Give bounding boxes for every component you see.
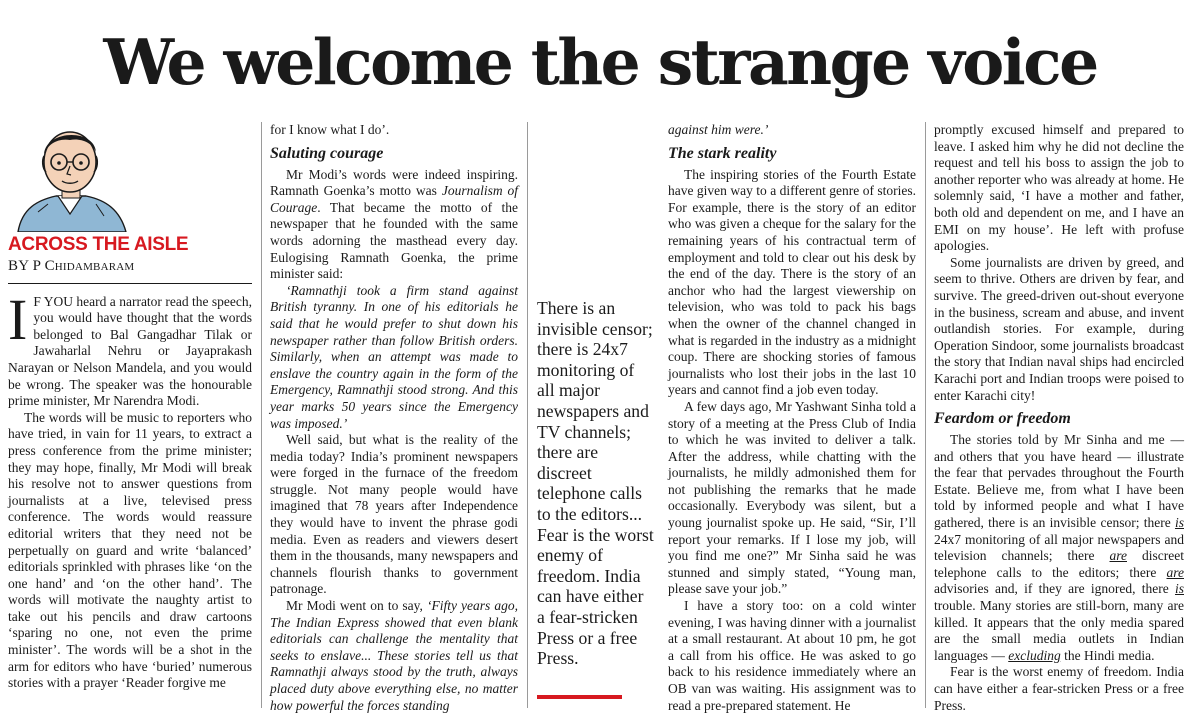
drop-cap: I bbox=[8, 286, 28, 352]
column-divider bbox=[925, 122, 926, 708]
paragraph: Fear is the worst enemy of freedom. India can have either a fear-stricken Press or a free Press. bbox=[934, 664, 1184, 713]
column-divider bbox=[261, 122, 262, 708]
paragraph: I have a story too: on a cold winter evening, I was having dinner with a journalist at a small restaurant. At about 10 pm, he got a call from his office. He was asked to go back to his residence immediately where an OB van was waiting. His assignment was to read a pre-prepared statement. He bbox=[668, 598, 916, 713]
headline: We welcome the strange voice bbox=[103, 25, 1097, 99]
paragraph: The stories told by Mr Sinha and me — and others that you have heard — illustrate the fear that pervades throughout the Fourth Estate. Believe me, from what I have been told by informed people and what I have gathered, there is an invisible censor; there is 24x7 monitoring of all major newspapers and television channels; there are discreet telephone calls to the editors; there are advisories and, if they are ignored, there is trouble. Many stories are still-born, many are killed. It appears that the only media spared are the small media outlets in Indian languages — excluding the Hindi media. bbox=[934, 432, 1184, 663]
paragraph: The inspiring stories of the Fourth Estate have given way to a different genre of stories. For example, there is the story of an editor who was given a cheque for the salary for the remaining years of his contractual term of employment and told to clear out his desk by the end of the day. There is the story of an anchor who had the largest viewership on television, who was told to pack his bags when the owner of the channel changed in what is regarded in the industry as a midnight coup. There are shocking stories of famous journalists who lost their jobs in the last 10 years and cannot find a job even today. bbox=[668, 166, 916, 398]
paragraph: for I know what I do’. bbox=[270, 122, 390, 137]
subheading: The stark reality bbox=[668, 144, 777, 162]
byline-rule bbox=[8, 283, 252, 284]
column-brand: ACROSS THE AISLE bbox=[8, 234, 189, 255]
paragraph: The words will be music to reporters who have tried, in vain for 11 years, to extract a press conference from the prime minister; they may hope, finally, Mr Modi will break his resolve not to answer questions from journalists at a live, televised press conference. The words would reassure editorial writers that they need not be perpetually on guard and write ‘balanced’ editorials sprinkled with phrases like ‘on the one hand’ and ‘on the other hand’. The words will motivate the naughty artist to take out his pencils and draw cartoons ‘sparing no one, not even the prime minister’. The words will be a shot in the arm for editors who have ‘buried’ numerous stories with a prayer ‘Reader forgive me bbox=[8, 409, 252, 691]
column-1 bbox=[8, 116, 252, 692]
subheading: Saluting courage bbox=[270, 144, 384, 162]
author-name: P Chidambaram bbox=[32, 258, 135, 274]
paragraph: Some journalists are driven by greed, and seem to thrive. Others are driven by fear, and survive. The greed-driven out-shout everyone in the business, scream and abuse, and invent outlandish stories. For example, during Operation Sindoor, some journalists broadcast the story that Indian naval ships had encircled Karachi port and Indian troops were poised to enter Karachi city! bbox=[934, 254, 1184, 403]
column-3 bbox=[668, 122, 916, 714]
paragraph: Well said, but what is the reality of the media today? India’s prominent newspapers were forged in the furnace of the freedom struggle. Not many people would have imagined that 78 years after Independence they would have to invent the phrase godi media. Even as readers and viewers desert them in the thousands, many newspapers and channels flourish thanks to government patronage. bbox=[270, 432, 518, 597]
author-portrait-illustration bbox=[8, 116, 130, 232]
byline bbox=[8, 258, 252, 275]
paragraph: Mr Modi’s words were indeed inspiring. Ramnath Goenka’s motto was Journalism of Courage. That became the motto of the newspaper that he founded with the same words adorning the masthead every day. Eulogising Ramnath Goenka, the prime minister said: bbox=[270, 166, 518, 282]
paragraph: promptly excused himself and prepared to leave. I asked him why he did not decline the request and tell his boss to assign the job to another reporter who was already at home. He solemnly said, ‘I have a mother and father, both old and dependent on me, and I have an EMI on my house’. He left with profuse apologies. bbox=[934, 122, 1184, 254]
column-4 bbox=[934, 122, 1184, 714]
pull-quote: There is an invisible censor; there is 24x7 monitoring of all major newspapers and TV channels; there are discreet telephone calls to the editors... Fear is the worst enemy of freedom. India can have either a fear-stricken Press or a free Press. bbox=[537, 298, 654, 669]
paragraph: A few days ago, Mr Yashwant Sinha told a story of a meeting at the Press Club of India to which he was invited to deliver a talk. After the address, while chatting with the journalists, he mildly admonished them for not publishing the remarks that he made occasionally. Everybody was silent, but a young journalist spoke up. He said, “Sir, I’ll report your remarks. If I lose my job, will you find me one?” Mr Sinha said he was stunned and simply stated, “Young man, please save your job.” bbox=[668, 398, 916, 597]
column-2 bbox=[270, 122, 518, 714]
paragraph: against him were.’ bbox=[668, 122, 769, 137]
quote-paragraph: ‘Ramnathji took a firm stand against British tyranny. In one of his editorials he said that he would prefer to shut down his newspaper rather than follow British orders. Similarly, when an attempt was made to enslave the country again in the form of the Emergency, Ramnathji stood strong. And this year marks 50 years since the Emergency was imposed.’ bbox=[270, 282, 518, 431]
paragraph: Mr Modi went on to say, ‘Fifty years ago, The Indian Express showed that even blank editorials can challenge the mentality that seeks to enslave... These stories tell us that Ramnathji always stood by the truth, always placed duty above everything else, no matter how powerful the forces standing bbox=[270, 598, 518, 713]
column-divider bbox=[527, 122, 528, 708]
paragraph: I F YOU heard a narrator read the speech, you would have thought that the words belonged to Bal Gangadhar Tilak or Jawaharlal Nehru or Jayaprakash Narayan or Nelson Mandela, and you would be wrong. The speaker was the honourable prime minister, Mr Narendra Modi. bbox=[8, 286, 252, 409]
pull-quote-rule bbox=[537, 695, 622, 699]
byline-prefix: BY bbox=[8, 258, 29, 274]
subheading: Feardom or freedom bbox=[934, 410, 1071, 428]
